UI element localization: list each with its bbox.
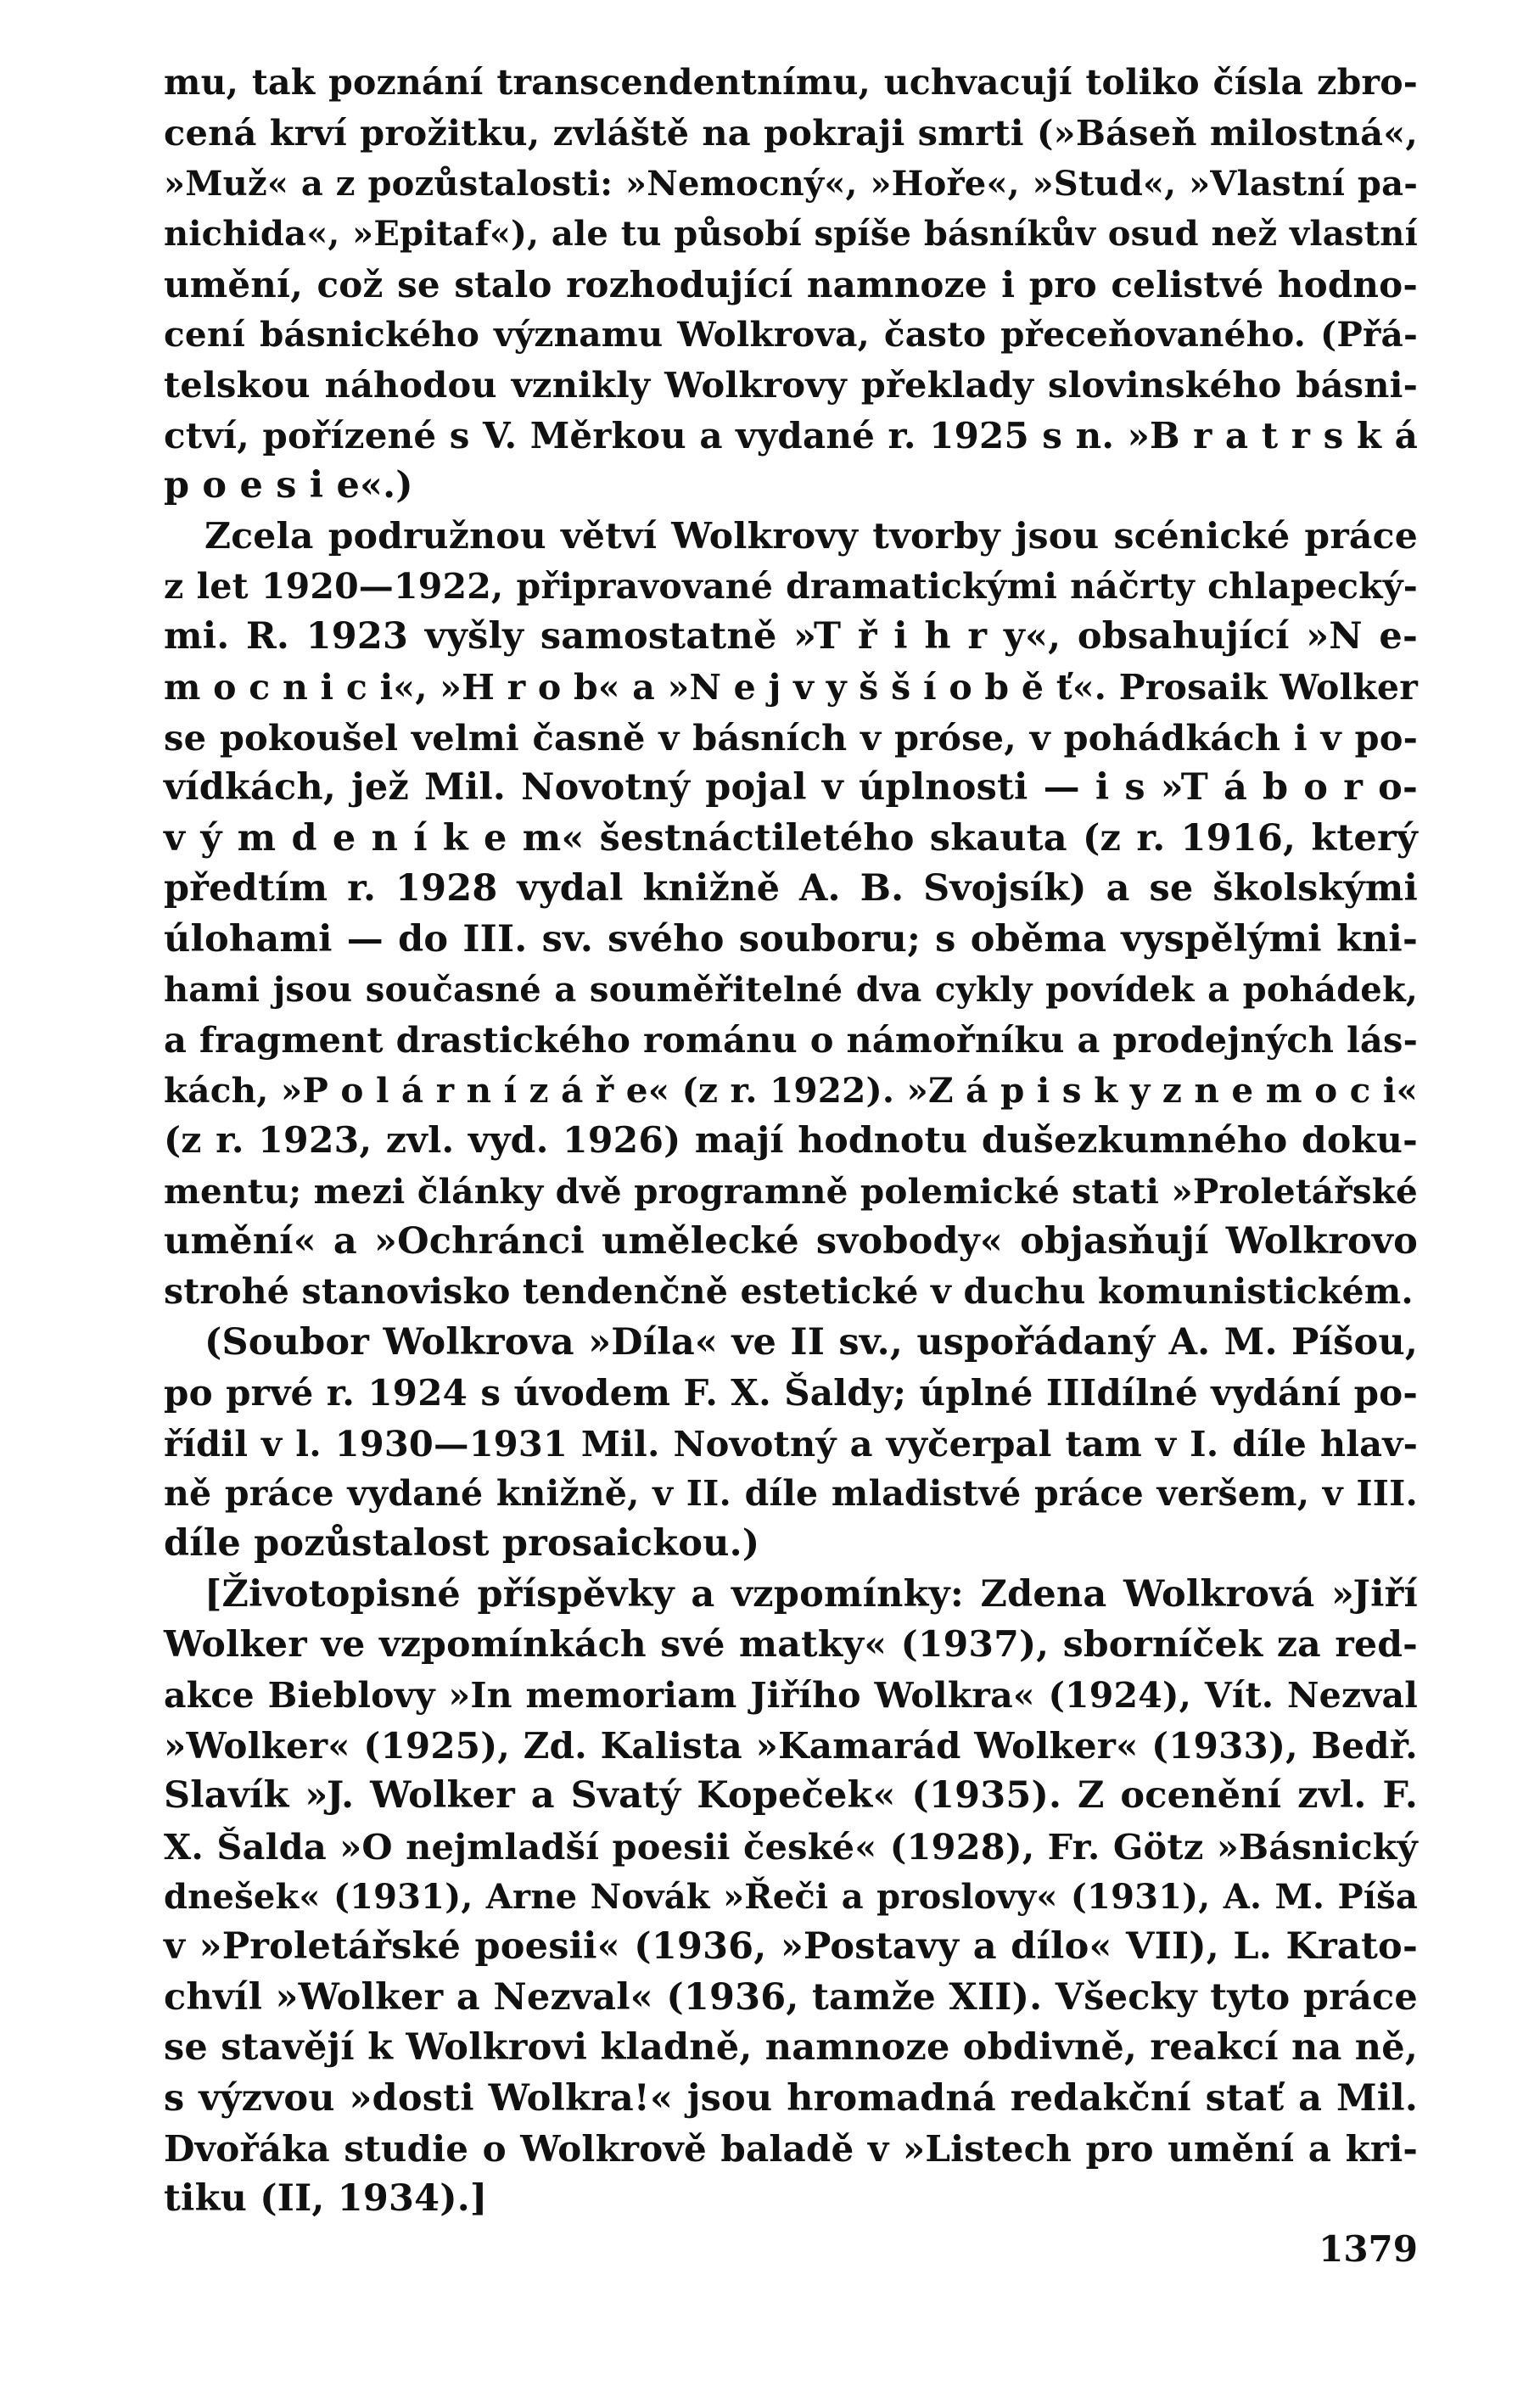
text-line: v ý m d e n í k e m« šestnáctiletého skauta (z r. 1916, který	[164, 816, 1418, 860]
text-line: Wolker ve vzpomínkách své matky« (1937), sborníček za red-	[164, 1623, 1418, 1666]
text-line: chvíl »Wolker a Nezval« (1936, tamže XII). Všecky tyto práce	[164, 1975, 1418, 2019]
text-line: řídil v l. 1930—1931 Mil. Novotný a vyčerpal tam v I. díle hlav-	[164, 1422, 1418, 1465]
text-line: X. Šalda »O nejmladší poesii české« (1928), Fr. Götz »Básnický	[164, 1825, 1418, 1868]
text-line: mentu; mezi články dvě programně polemické stati »Proletářské	[164, 1170, 1418, 1212]
text-line: kách, »P o l á r n í z á ř e« (z r. 1922). »Z á p i s k y z n e m o c i«	[164, 1069, 1418, 1111]
text-line: (z r. 1923, zvl. vyd. 1926) mají hodnotu dušezkumného doku-	[164, 1119, 1418, 1162]
text-line: [Životopisné příspěvky a vzpomínky: Zdena Wolkrová »Jiří	[204, 1572, 1418, 1616]
text-line: Dvořáka studie o Wolkrově baladě v »Listech pro umění a kri-	[164, 2128, 1418, 2171]
text-line: nichida«, »Epitaf«), ale tu působí spíše básníkův osud než vlastní	[164, 214, 1418, 255]
text-line: m o c n i c i«, »H r o b« a »N e j v y š š í o b ě ť«. Prosaik Wolker	[164, 666, 1418, 708]
text-line: Zcela podružnou větví Wolkrovy tvorby jsou scénické práce	[204, 514, 1418, 557]
page-number: 1379	[1319, 2228, 1418, 2270]
text-line: (Soubor Wolkrova »Díla« ve II sv., uspořádaný A. M. Píšou,	[204, 1320, 1418, 1364]
text-line: mu, tak poznání transcendentnímu, uchvacují toliko čísla zbro-	[164, 62, 1418, 103]
text-line: telskou náhodou vznikly Wolkrovy překlady slovinského básni-	[164, 364, 1418, 406]
text-line: hami jsou současné a souměřitelné dva cykly povídek a pohádek,	[164, 970, 1418, 1011]
text-line: ctví, pořízené s V. Měrkou a vydané r. 1925 s n. »B r a t r s k á	[164, 414, 1418, 457]
text-line: umění« a »Ochránci umělecké svobody« objasňují Wolkrovo	[164, 1219, 1418, 1263]
text-line: v »Proletářské poesii« (1936, »Postavy a dílo« VII), L. Krato-	[164, 1925, 1418, 1969]
text-line: mi. R. 1923 vyšly samostatně »T ř i h r y«, obsahující »N e-	[164, 615, 1418, 658]
text-line: p o e s i e«.)	[164, 464, 413, 507]
text-line: vídkách, jež Mil. Novotný pojal v úplnosti — i s »T á b o r o-	[164, 766, 1418, 809]
text-line: a fragment drastického románu o námořníku a prodejných lás-	[164, 1019, 1418, 1061]
text-line: tiku (II, 1934).]	[164, 2177, 488, 2221]
text-line: po prvé r. 1924 s úvodem F. X. Šaldy; úplné IIIdílné vydání po-	[164, 1372, 1418, 1414]
text-line: dnešek« (1931), Arne Novák »Řeči a proslovy« (1931), A. M. Píša	[164, 1877, 1418, 1918]
text-line: předtím r. 1928 vydal knižně A. B. Svojsík) a se školskými	[164, 867, 1418, 910]
text-line: s výzvou »dosti Wolkra!« jsou hromadná redakční stať a Mil.	[164, 2076, 1418, 2120]
text-line: se pokoušel velmi časně v básních v próse, v pohádkách i v po-	[164, 717, 1418, 759]
text-line: cení básnického významu Wolkrova, často přeceňovaného. (Přá-	[164, 313, 1418, 355]
page-body	[164, 58, 1418, 2225]
text-line: cená krví prožitku, zvláště na pokraji smrti (»Báseň milostná«,	[164, 112, 1418, 154]
text-line: strohé stanovisko tendenčně estetické v duchu komunistickém.	[164, 1271, 1414, 1313]
text-line: úlohami — do III. sv. svého souboru; s oběma vyspělými kni-	[164, 917, 1418, 961]
text-line: se stavějí k Wolkrovi kladně, namnoze obdivně, reakcí na ně,	[164, 2026, 1418, 2070]
text-line: »Wolker« (1925), Zd. Kalista »Kamarád Wolker« (1933), Bedř.	[164, 1724, 1418, 1767]
text-line: ně práce vydané knižně, v II. díle mladistvé práce veršem, v III.	[164, 1472, 1418, 1514]
text-line: umění, což se stalo rozhodující namnoze i pro celistvé hodno-	[164, 263, 1418, 305]
text-line: díle pozůstalost prosaickou.)	[164, 1522, 760, 1566]
text-line: Slavík »J. Wolker a Svatý Kopeček« (1935). Z ocenění zvl. F.	[164, 1774, 1418, 1818]
text-line: akce Bieblovy »In memoriam Jiřího Wolkra« (1924), Vít. Nezval	[164, 1674, 1418, 1716]
text-line: »Muž« a z pozůstalosti: »Nemocný«, »Hoře«, »Stud«, »Vlastní pa-	[164, 163, 1418, 204]
text-line: z let 1920—1922, připravované dramatickými náčrty chlapecký-	[164, 565, 1418, 607]
